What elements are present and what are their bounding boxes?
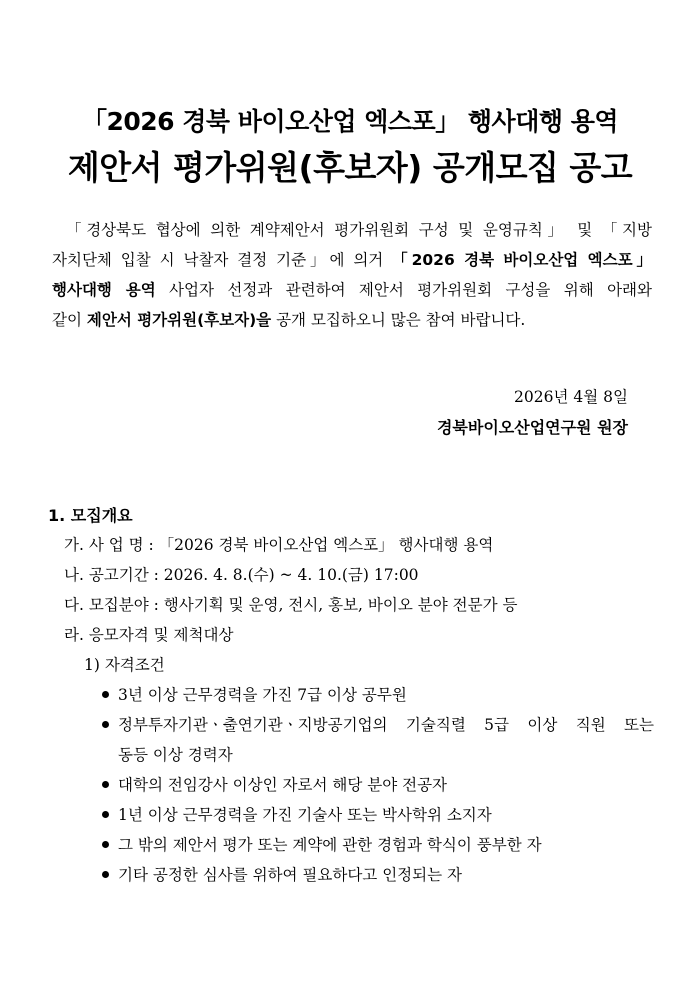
intro-service-name: 행사대행 용역 [52, 281, 156, 299]
title-line-2: 제안서 평가위원(후보자) 공개모집 공고 [67, 148, 633, 187]
qualification-item [102, 680, 654, 710]
qualification-text: 대학의 전임강사 이상인 자로서 해당 분야 전공자 [118, 776, 448, 794]
qualification-list [64, 680, 654, 890]
intro-line-4-end: 공개 모집하오니 많은 참여 바랍니다. [271, 311, 526, 329]
qualification-item [102, 710, 654, 770]
qualification-text: 기타 공정한 심사를 위하여 필요하다고 인정되는 자 [118, 866, 462, 884]
recruitment-outline [64, 530, 654, 890]
qualification-text: 1년 이상 근무경력을 가진 기술사 또는 박사학위 소지자 [118, 806, 492, 824]
announcement-date: 2026년 4월 8일 [514, 388, 628, 406]
intro-line-4-start: 같이 [52, 311, 87, 329]
outline-item-field: 다. 모집분야 : 행사기획 및 운영, 전시, 홍보, 바이오 분야 전문가 등 [64, 596, 518, 614]
qualification-item [102, 860, 654, 890]
outline-item-period: 나. 공고기간 : 2026. 4. 8.(수) ~ 4. 10.(금) 17:00 [64, 566, 419, 584]
qualification-text: 그 밖의 제안서 평가 또는 계약에 관한 경험과 학식이 풍부한 자 [118, 836, 542, 854]
intro-paragraph [52, 215, 652, 335]
section-title: 1. 모집개요 [48, 506, 133, 525]
intro-project-name: 「2026 경북 바이오산업 엑스포」 [392, 251, 653, 269]
intro-line-2-text: 자치단체 입찰 시 낙찰자 결정 기준」에 의거 [52, 251, 393, 269]
qualification-text: 3년 이상 근무경력을 가진 7급 이상 공무원 [118, 686, 407, 704]
qualification-item [102, 770, 654, 800]
intro-line-1: 「경상북도 협상에 의한 계약제안서 평가위원회 구성 및 운영규칙」 및 「지방 [66, 221, 652, 239]
intro-line-2 [52, 245, 652, 275]
qualification-text: 정부투자기관ㆍ출연기관ㆍ지방공기업의 기술직렬 5급 이상 직원 또는 [118, 716, 654, 734]
qualification-item [102, 800, 654, 830]
outline-item-project: 가. 사 업 명 : 「2026 경북 바이오산업 엑스포」 행사대행 용역 [64, 536, 494, 554]
issuing-organization: 경북바이오산업연구원 원장 [436, 418, 628, 437]
outline-item-eligibility: 라. 응모자격 및 제척대상 [64, 626, 234, 644]
title-line-1: 「2026 경북 바이오산업 엑스포」 행사대행 용역 [82, 107, 618, 136]
sub-heading-qualifications: 1) 자격조건 [84, 656, 165, 674]
qualification-item [102, 830, 654, 860]
intro-line-3-text: 사업자 선정과 관련하여 제안서 평가위원회 구성을 위해 아래와 [155, 281, 652, 299]
qualification-text-continued: 동등 이상 경력자 [118, 746, 233, 764]
intro-recruit-target: 제안서 평가위원(후보자)을 [86, 311, 272, 329]
intro-line-4 [52, 305, 652, 335]
intro-line-3 [52, 275, 652, 305]
